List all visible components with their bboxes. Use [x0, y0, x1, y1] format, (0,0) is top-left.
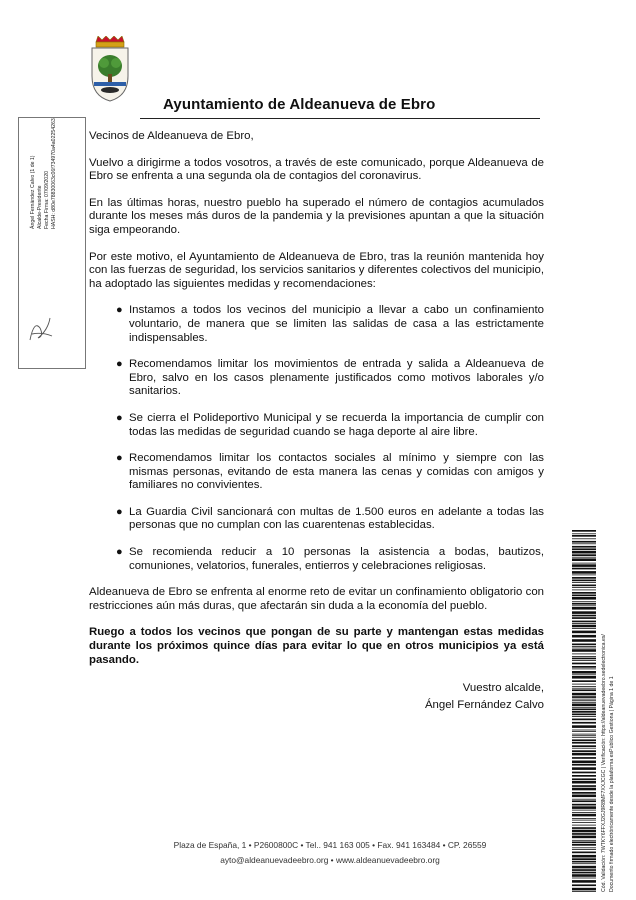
barcode-bar [572, 891, 596, 892]
barcode-bar [572, 804, 596, 806]
barcode-bar [572, 722, 596, 724]
barcode-bar [572, 840, 596, 841]
barcode-bar [572, 686, 596, 687]
bullet-icon: ● [116, 452, 123, 465]
barcode-bar [572, 607, 596, 610]
barcode-bar [572, 558, 596, 561]
barcode-bar [572, 730, 596, 731]
barcode-bar [572, 725, 596, 728]
barcode-bar [572, 660, 596, 661]
footer-contact: ayto@aldeanuevadeebro.org • www.aldeanuevadeebro.org [220, 855, 440, 865]
barcode-bar [572, 635, 596, 638]
barcode-bar [572, 557, 596, 558]
barcode-bar [572, 551, 596, 554]
barcode-bar [572, 757, 596, 759]
barcode-bar [572, 595, 596, 597]
barcode-bar [572, 822, 596, 823]
barcode-bar [572, 833, 596, 835]
barcode-bar [572, 699, 596, 700]
barcode-bar [572, 748, 596, 749]
barcode [572, 530, 596, 892]
barcode-bar [572, 564, 596, 567]
measure-item: ● Se recomienda reducir a 10 personas la asistencia a bodas, bautizos, comuniones, velatorios, funerales, entierros y celebraciones religiosas. [116, 546, 544, 572]
barcode-bar [572, 671, 596, 674]
measure-item: ● La Guardia Civil sancionará con multas de 1.500 euros en adelante a todas las personas que no cumplan con las cuarentenas establecidas. [116, 505, 544, 532]
organization-title: Ayuntamiento de Aldeanueva de Ebro [163, 96, 436, 113]
barcode-bar [572, 778, 596, 780]
barcode-bar [572, 676, 596, 679]
barcode-bar [572, 621, 596, 623]
barcode-bar [572, 575, 596, 576]
barcode-bar [572, 669, 596, 670]
barcode-bar [572, 842, 596, 844]
barcode-bar [572, 646, 596, 647]
barcode-bar [572, 792, 596, 794]
barcode-bar [572, 855, 596, 858]
signature-icon [24, 310, 56, 350]
barcode-bar [572, 530, 596, 532]
barcode-bar [572, 688, 596, 689]
barcode-bar [572, 810, 596, 811]
barcode-bar [572, 663, 596, 665]
barcode-bar [572, 625, 596, 628]
bullet-icon: ● [116, 411, 123, 424]
barcode-bar [572, 639, 596, 642]
page-footer [140, 838, 520, 868]
validation-text: Cód. Validación: 7WTKY6FFXJ2GJ9R8MF7XXJCGC | Verificación: https://aldeanuevadeebro.sedelectronica.es/ Documento firmado electrónicamente desde la plataforma esPublico Gestiona | Página 1 de 1 [601, 634, 615, 892]
barcode-bar [572, 812, 596, 813]
barcode-bar [572, 597, 596, 600]
barcode-bar [572, 684, 596, 685]
validation-stamp [572, 530, 628, 892]
barcode-bar [572, 617, 596, 619]
barcode-bar [572, 535, 596, 537]
barcode-bar [572, 693, 596, 696]
barcode-bar [572, 852, 596, 854]
barcode-bar [572, 689, 596, 691]
barcode-bar [572, 580, 596, 582]
paragraph: Por este motivo, el Ayuntamiento de Aldeanueva de Ebro, tras la reunión mantenida hoy con las fuerzas de seguridad, los servicios sanitarios y diferentes colectivos del municipio, ha adoptado las siguientes medidas y recomendaciones: [89, 250, 544, 290]
barcode-bar [572, 615, 596, 617]
barcode-bar [572, 631, 596, 634]
barcode-bar [572, 716, 596, 717]
measure-item: ● Recomendamos limitar los contactos sociales al mínimo y siempre con las mismas personas, evitando de esta manera las cenas y comidas con amigos y familiares no convivientes. [116, 452, 544, 492]
barcode-bar [572, 847, 596, 848]
barcode-bar [572, 654, 596, 655]
barcode-bar [572, 874, 596, 877]
measure-item: ● Instamos a todos los vecinos del municipio a llevar a cabo un confinamiento voluntario, de manera que se limiten las salidas de casa a las estrictamente indispensables. [116, 304, 544, 344]
barcode-bar [572, 836, 596, 839]
barcode-bar [572, 788, 596, 791]
barcode-bar [572, 571, 596, 574]
signoff-text: Vuestro alcalde, [462, 682, 544, 695]
barcode-bar [572, 696, 596, 698]
barcode-bar [572, 702, 596, 703]
barcode-bar [572, 764, 596, 766]
barcode-bar [572, 820, 596, 821]
bullet-icon: ● [116, 505, 123, 518]
barcode-bar [572, 785, 596, 787]
barcode-bar [572, 849, 596, 850]
closing-statement: Ruego a todos los vecinos que pongan de su parte y mantengan estas medidas durante los próximos quince días para evitar lo que en otros municipios ya está pasando. [89, 626, 544, 666]
barcode-bar [572, 628, 596, 629]
barcode-bar [572, 872, 596, 874]
barcode-bar [572, 533, 596, 534]
barcode-bar [572, 587, 596, 588]
barcode-bar [572, 563, 596, 564]
barcode-bar [572, 761, 596, 764]
barcode-bar [572, 590, 596, 591]
signature-block [89, 680, 544, 714]
barcode-bar [572, 548, 596, 550]
letter-body [89, 130, 544, 714]
barcode-bar [572, 704, 596, 707]
barcode-bar [572, 605, 596, 606]
barcode-bar [572, 827, 596, 829]
footer-address: Plaza de España, 1 • P2600800C • Tel.. 941 163 005 • Fax. 941 163484 • CP. 26559 [173, 840, 487, 850]
barcode-bar [572, 884, 596, 886]
bullet-icon: ● [116, 358, 123, 371]
barcode-bar [572, 714, 596, 716]
barcode-bar [572, 795, 596, 798]
barcode-bar [572, 644, 596, 646]
title-divider [140, 118, 540, 119]
barcode-bar [572, 648, 596, 649]
barcode-bar [572, 611, 596, 614]
barcode-bar [572, 658, 596, 660]
barcode-bar [572, 750, 596, 752]
barcode-bar [572, 541, 596, 543]
signer-name: Ángel Fernández Calvo [424, 699, 544, 712]
municipal-crest [88, 36, 132, 102]
barcode-bar [572, 674, 596, 675]
barcode-bar [572, 700, 596, 701]
barcode-bar [572, 800, 596, 802]
barcode-bar [572, 680, 596, 682]
barcode-bar [572, 781, 596, 784]
barcode-bar [572, 739, 596, 741]
barcode-bar [572, 742, 596, 744]
barcode-bar [572, 806, 596, 809]
barcode-bar [572, 880, 596, 883]
handwritten-signature [24, 310, 56, 350]
barcode-bar [572, 666, 596, 668]
barcode-bar [572, 592, 596, 594]
paragraph: Vuelvo a dirigirme a todos vosotros, a través de este comunicado, porque Aldeanueva de Ebro se enfrenta a una segunda ola de contagios del coronavirus. [89, 156, 544, 183]
barcode-bar [572, 863, 596, 864]
barcode-bar [572, 601, 596, 602]
barcode-bar [572, 861, 596, 863]
barcode-bar [572, 745, 596, 747]
barcode-bar [572, 554, 596, 556]
bullet-icon: ● [116, 304, 123, 317]
barcode-bar [572, 878, 596, 879]
signature-stamp-text: Ángel Fernández Calvo (1 de 1) Alcalde-Presidente Fecha Firma: 07/09/2020 HASH: d80e78830063c06f734970a4a02254263 [30, 118, 57, 229]
barcode-bar [572, 623, 596, 624]
barcode-bar [572, 649, 596, 652]
barcode-bar [572, 709, 596, 711]
paragraph: En las últimas horas, nuestro pueblo ha superado el número de contagios acumulados durante los meses más duros de la pandemia y la previsiones apuntan a que la situación siga empeorando. [89, 196, 544, 236]
measures-list [89, 304, 544, 573]
barcode-icon [572, 530, 596, 892]
barcode-bar [572, 753, 596, 756]
paragraph: Aldeanueva de Ebro se enfrenta al enorme reto de evitar un confinamiento obligatorio con restricciones aún más duras, que afectarán sin duda a la economía del pueblo. [89, 586, 544, 612]
barcode-bar [572, 585, 596, 587]
barcode-bar [572, 772, 596, 774]
barcode-bar [572, 582, 596, 583]
barcode-bar [572, 866, 596, 869]
barcode-bar [572, 577, 596, 579]
barcode-bar [572, 735, 596, 736]
barcode-bar [572, 799, 596, 800]
barcode-bar [572, 734, 596, 735]
barcode-bar [572, 546, 596, 548]
bullet-icon: ● [116, 546, 123, 559]
barcode-bar [572, 775, 596, 777]
barcode-bar [572, 825, 596, 826]
crest-icon [88, 36, 132, 102]
barcode-bar [572, 543, 596, 544]
barcode-bar [572, 858, 596, 860]
barcode-bar [572, 814, 596, 817]
barcode-bar [572, 818, 596, 819]
measure-item: ● Se cierra el Polideportivo Municipal y se recuerda la importancia de cumplir con todas las medidas de seguridad cuando se haga deporte al aire libre. [116, 411, 544, 438]
greeting: Vecinos de Aldeanueva de Ebro, [89, 130, 254, 142]
barcode-bar [572, 568, 596, 570]
barcode-bar [572, 707, 596, 708]
barcode-bar [572, 830, 596, 833]
barcode-bar [572, 603, 596, 605]
barcode-bar [572, 767, 596, 770]
measure-item: ● Recomendamos limitar los movimientos de entrada y salida a Aldeanueva de Ebro, salvo en los casos plenamente justificados como motivos laborales y/o sanitarios. [116, 358, 544, 398]
barcode-bar [572, 656, 596, 657]
barcode-bar [572, 844, 596, 846]
barcode-bar [572, 731, 596, 732]
barcode-bar [572, 719, 596, 721]
barcode-bar [572, 888, 596, 891]
barcode-bar [572, 538, 596, 539]
barcode-bar [572, 711, 596, 713]
barcode-bar [572, 869, 596, 871]
barcode-bar [572, 737, 596, 738]
